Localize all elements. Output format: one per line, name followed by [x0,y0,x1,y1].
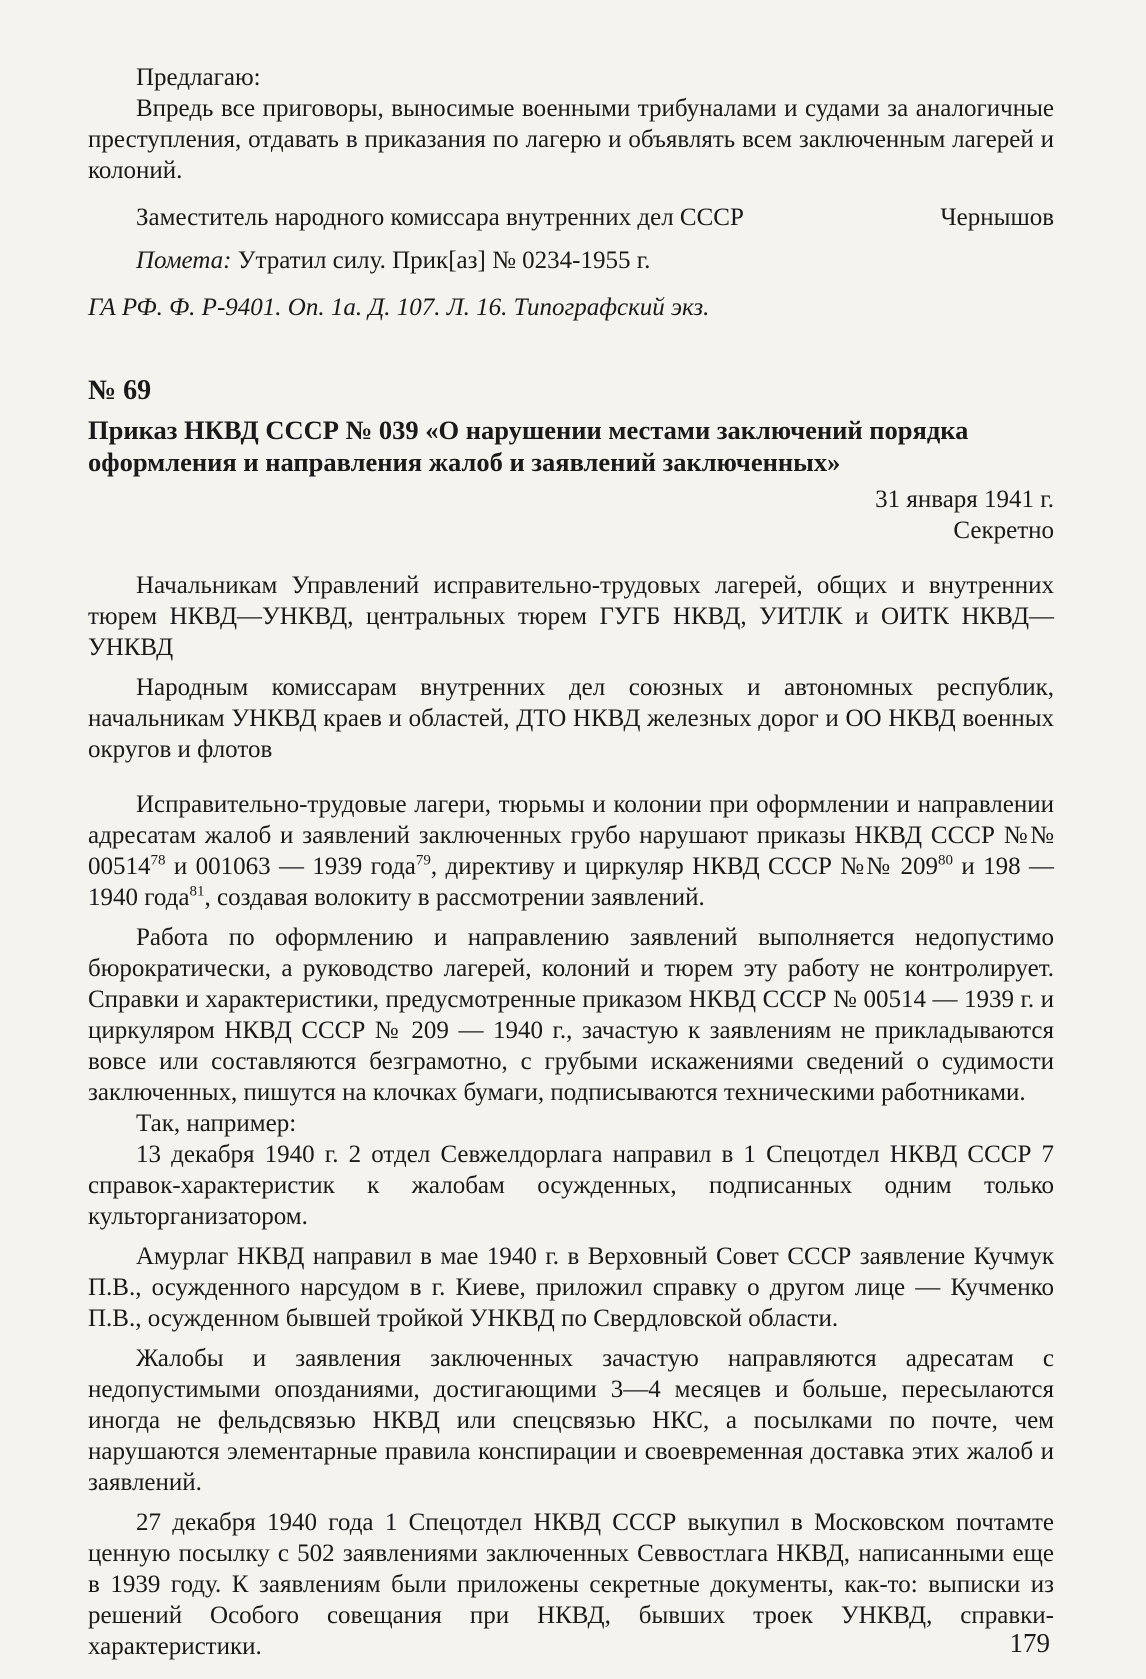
p1-part-b: и 001063 — 1939 года [165,853,416,880]
p1-part-a: Исправительно-трудовые лагери, тюрьмы и колонии при оформлении и направлении адресатам жалоб и заявлений заключенных грубо нарушают приказы НКВД СССР №№ 00514 [88,791,1054,880]
p1-part-e: , создавая волокиту в рассмотрении заявлений. [204,884,705,911]
p1-part-c: , директиву и циркуляр НКВД СССР №№ 209 [430,853,939,880]
document-title: Приказ НКВД СССР № 039 «О нарушении местами заключений порядка оформления и направления жалоб и заявлений заключенных» [88,415,969,477]
footnote-ref-78: 78 [150,852,166,869]
document-number: № 69 [88,375,152,406]
paragraph-7: 27 декабря 1940 года 1 Спецотдел НКВД СССР выкупил в Московском почтамте ценную посылку с 502 заявлениями заключенных Севвостлага НКВД, написанными еще в 1939 году. К заявлениям были приложены секретные документы, как-то: выписки из решений Особого совещания при НКВД, бывших троек УНКВД, справки-характеристики. [88,1509,1054,1660]
footnote-ref-81: 81 [189,883,205,900]
paragraph-1 [88,789,1054,913]
paragraph-4: 13 декабря 1940 г. 2 отдел Севжелдорлага направил в 1 Спецотдел НКВД СССР 7 справок-характеристик к жалобам осужденных, подписанных одним только культорганизатором. [88,1141,1054,1230]
page-number: 179 [1009,1628,1050,1658]
document-date: 31 января 1941 г. [875,486,1054,513]
secrecy-mark: Секретно [953,517,1054,544]
signer-name: Чернышов [940,204,1054,231]
note [88,245,1054,276]
addressee-1: Начальникам Управлений исправительно-трудовых лагерей, общих и внутренних тюрем НКВД—УНКВД, центральных тюрем ГУГБ НКВД, УИТЛК и ОИТК НКВД—УНКВД [88,572,1054,661]
paragraph-6: Жалобы и заявления заключенных зачастую направляются адресатам с недопустимыми опозданиями, достигающими 3—4 месяцев и больше, пересылаются иногда не фельдсвязью НКВД или спецсвязью НКС, а посылками по почте, чем нарушаются элементарные правила конспирации и своевременная доставка этих жалоб и заявлений. [88,1345,1054,1496]
archive-reference: ГА РФ. Ф. Р-9401. Оп. 1а. Д. 107. Л. 16. Типографский экз. [88,294,710,321]
paragraph-3: Так, например: [136,1110,297,1137]
footnote-ref-80: 80 [938,852,954,869]
paragraph-5: Амурлаг НКВД направил в мае 1940 г. в Верховный Совет СССР заявление Кучмук П.В., осужденного нарсудом в г. Киеве, приложил справку о другом лице — Кучменко П.В., осужденном бывшей тройкой УНКВД по Свердловской области. [88,1243,1054,1332]
page-body [88,62,1054,1662]
signature-line [88,202,1054,233]
paragraph-2: Работа по оформлению и направлению заявлений выполняется недопустимо бюрократически, а руководство лагерей, колоний и тюрем эту работу не контролирует. Справки и характеристики, предусмотренные приказом НКВД СССР № 00514 — 1939 г. и циркуляром НКВД СССР № 209 — 1940 г., зачастую к заявлениям не прикладываются вовсе или составляются безграмотно, с грубыми искажениями сведений о судимости заключенных, пишутся на клочках бумаги, подписываются техническими работниками. [88,924,1054,1106]
footnote-ref-79: 79 [415,852,431,869]
p1-part-d: и 198 — 1940 года [88,853,1054,911]
date-block [88,484,1054,546]
signer-title: Заместитель народного комиссара внутренних дел СССР [136,204,744,231]
note-text: Утратил силу. Прик[аз] № 0234-1955 г. [231,247,651,274]
propose-text: Впредь все приговоры, выносимые военными трибуналами и судами за аналогичные преступления, отдавать в приказания по лагерю и объявлять всем заключенным лагерей и колоний. [88,95,1054,184]
addressee-2: Народным комиссарам внутренних дел союзных и автономных республик, начальникам УНКВД краев и областей, ДТО НКВД железных дорог и ОО НКВД военных округов и флотов [88,674,1054,763]
propose-label: Предлагаю: [136,64,261,91]
note-label: Помета: [136,247,232,274]
